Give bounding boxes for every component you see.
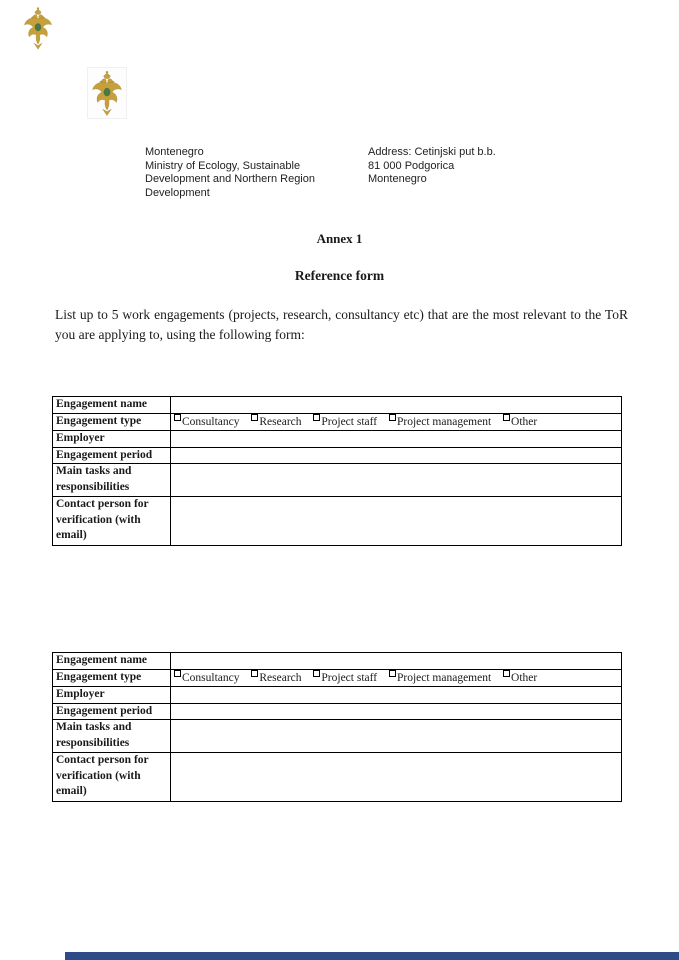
row-label-engagement-period: Engagement period: [53, 447, 171, 464]
montenegro-coat-of-arms-corner-icon: [22, 6, 54, 50]
table-row-contact-person: [53, 753, 622, 802]
org-line: Ministry of Ecology, Sustainable: [145, 159, 301, 172]
option-label: Other: [511, 415, 538, 428]
bottom-blue-bar: [65, 952, 679, 960]
checkbox-icon[interactable]: [313, 670, 320, 677]
table-row-engagement-name: [53, 653, 622, 670]
form-title: Reference form: [294, 268, 385, 283]
row-label-main-tasks: Main tasks and responsibilities: [53, 720, 171, 753]
row-label-contact-person: Contact person for verification (with email): [53, 753, 171, 802]
option-project-management[interactable]: [389, 670, 491, 687]
option-research[interactable]: [251, 414, 301, 431]
checkbox-icon[interactable]: [174, 414, 181, 421]
address-line: 81 000 Podgorica: [368, 159, 455, 172]
row-label-employer: Employer: [53, 431, 171, 448]
option-label: Other: [511, 671, 538, 684]
reference-table-1: [52, 396, 622, 546]
engagement-name-field[interactable]: [171, 653, 622, 670]
table-row-engagement-type: [53, 669, 622, 687]
main-tasks-field[interactable]: [171, 720, 622, 753]
option-label: Project management: [396, 671, 492, 684]
row-label-engagement-type: Engagement type: [53, 669, 171, 687]
option-label: Project management: [396, 415, 492, 428]
option-project-staff[interactable]: [313, 670, 377, 687]
engagement-name-field[interactable]: [171, 397, 622, 414]
row-label-engagement-name: Engagement name: [53, 397, 171, 414]
ministry-name-block: [145, 146, 360, 200]
employer-field[interactable]: [171, 431, 622, 448]
org-line: Development and Northern Region: [145, 173, 315, 185]
annex-title: Annex 1: [316, 231, 363, 246]
option-consultancy[interactable]: [174, 414, 240, 431]
option-label: Research: [259, 671, 302, 684]
option-label: Project staff: [321, 415, 378, 428]
checkbox-icon[interactable]: [389, 670, 396, 677]
option-label: Consultancy: [182, 671, 240, 684]
engagement-period-field[interactable]: [171, 447, 622, 464]
table-row-main-tasks: [53, 720, 622, 753]
main-tasks-field[interactable]: [171, 464, 622, 497]
row-label-contact-person: Contact person for verification (with email): [53, 497, 171, 546]
contact-person-field[interactable]: [171, 753, 622, 802]
address-line: Montenegro: [368, 173, 427, 185]
option-label: Consultancy: [182, 415, 240, 428]
table-row-engagement-period: [53, 447, 622, 464]
option-project-staff[interactable]: [313, 414, 377, 431]
address-block: [368, 146, 568, 187]
address-line: Address: Cetinjski put b.b.: [368, 146, 496, 158]
option-research[interactable]: [251, 670, 301, 687]
checkbox-icon[interactable]: [389, 414, 396, 421]
row-label-engagement-period: Engagement period: [53, 703, 171, 720]
engagement-type-options: [171, 413, 622, 431]
option-project-management[interactable]: [389, 414, 491, 431]
option-label: Project staff: [321, 671, 378, 684]
table-row-engagement-name: [53, 397, 622, 414]
montenegro-coat-of-arms-icon: [88, 68, 126, 118]
checkbox-icon[interactable]: [313, 414, 320, 421]
option-other[interactable]: [503, 670, 537, 687]
employer-field[interactable]: [171, 687, 622, 704]
org-line: Montenegro: [145, 146, 204, 158]
table-row-engagement-period: [53, 703, 622, 720]
reference-table-2: [52, 652, 622, 802]
table-row-contact-person: [53, 497, 622, 546]
checkbox-icon[interactable]: [251, 670, 258, 677]
row-label-main-tasks: Main tasks and responsibilities: [53, 464, 171, 497]
row-label-employer: Employer: [53, 687, 171, 704]
contact-person-field[interactable]: [171, 497, 622, 546]
checkbox-icon[interactable]: [503, 414, 510, 421]
checkbox-icon[interactable]: [503, 670, 510, 677]
row-label-engagement-type: Engagement type: [53, 413, 171, 431]
intro-paragraph: List up to 5 work engagements (projects, research, consultancy etc) that are the most relevant to the ToR you are applying to, using the following form:: [55, 307, 628, 342]
row-label-engagement-name: Engagement name: [53, 653, 171, 670]
table-row-employer: [53, 431, 622, 448]
table-row-main-tasks: [53, 464, 622, 497]
option-label: Research: [259, 415, 302, 428]
engagement-period-field[interactable]: [171, 703, 622, 720]
checkbox-icon[interactable]: [174, 670, 181, 677]
checkbox-icon[interactable]: [251, 414, 258, 421]
table-row-employer: [53, 687, 622, 704]
engagement-type-options: [171, 669, 622, 687]
org-line: Development: [145, 186, 210, 199]
option-other[interactable]: [503, 414, 537, 431]
table-row-engagement-type: [53, 413, 622, 431]
option-consultancy[interactable]: [174, 670, 240, 687]
